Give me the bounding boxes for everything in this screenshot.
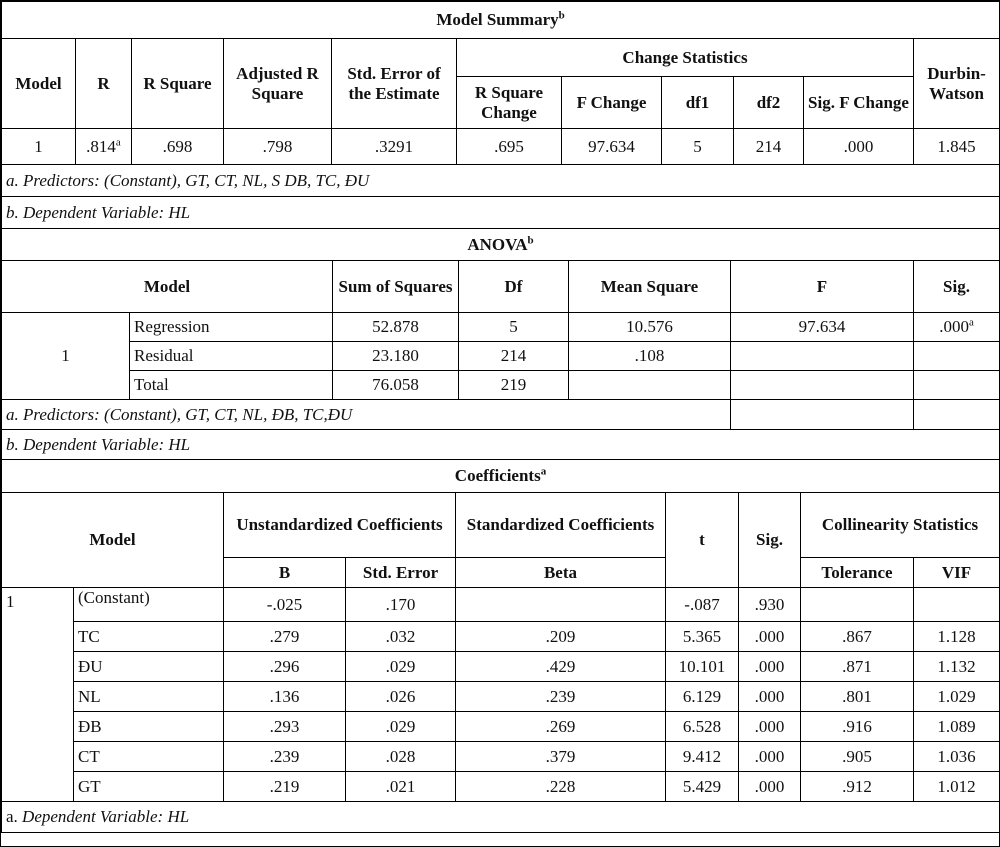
ms-cell-f-change: 97.634 xyxy=(562,129,662,165)
coef-cell-beta xyxy=(456,588,666,622)
table-row xyxy=(2,342,1000,371)
coef-cell-tolerance: .905 xyxy=(801,742,914,772)
coef-cell-se: .021 xyxy=(346,772,456,802)
model-summary-table xyxy=(1,1,1000,229)
coef-cell-tolerance: .867 xyxy=(801,622,914,652)
ms-header-f-change: F Change xyxy=(562,77,662,129)
coef-cell-b: -.025 xyxy=(224,588,346,622)
table-row xyxy=(2,742,1000,772)
coef-header-b: B xyxy=(224,558,346,588)
coef-cell-sig: .000 xyxy=(739,622,801,652)
coef-cell-b: .219 xyxy=(224,772,346,802)
anova-row-label: Regression xyxy=(130,313,333,342)
coef-header-unstandardized: Unstandardized Coefficients xyxy=(224,493,456,558)
anova-cell-f xyxy=(731,371,914,400)
coef-cell-vif: 1.089 xyxy=(914,712,1000,742)
coef-row-label: (Constant) xyxy=(74,588,224,622)
ms-cell-sig-f-change: .000 xyxy=(804,129,914,165)
coef-cell-se: .032 xyxy=(346,622,456,652)
coef-row-label: ĐB xyxy=(74,712,224,742)
ms-header-durbin-watson: Durbin-Watson xyxy=(914,39,1000,129)
coef-row-label: CT xyxy=(74,742,224,772)
coef-cell-sig: .000 xyxy=(739,772,801,802)
anova-note-dependent: b. Dependent Variable: HL xyxy=(2,430,1000,460)
model-summary-title: Model Summary$^b$ xyxy=(2,2,1000,39)
coef-cell-beta: .209 xyxy=(456,622,666,652)
ms-header-std-error: Std. Error of the Estimate xyxy=(332,39,457,129)
coef-cell-tolerance: .801 xyxy=(801,682,914,712)
ms-cell-df2: 214 xyxy=(734,129,804,165)
coef-cell-se: .028 xyxy=(346,742,456,772)
anova-cell-ms xyxy=(569,371,731,400)
table-row xyxy=(2,772,1000,802)
ms-cell-adj-r-square: .798 xyxy=(224,129,332,165)
coefficients-table xyxy=(1,459,1000,833)
anova-table xyxy=(1,228,1000,460)
coef-note-dependent: a. Dependent Variable: HL xyxy=(2,802,1000,833)
table-row xyxy=(2,313,1000,342)
ms-cell-r-square-change: .695 xyxy=(457,129,562,165)
ms-cell-model: 1 xyxy=(2,129,76,165)
coef-cell-se: .029 xyxy=(346,652,456,682)
table-row xyxy=(2,588,1000,622)
coef-cell-b: .296 xyxy=(224,652,346,682)
ms-cell-durbin-watson: 1.845 xyxy=(914,129,1000,165)
anova-header-f: F xyxy=(731,261,914,313)
ms-header-r: R xyxy=(76,39,132,129)
anova-header-mean-square: Mean Square xyxy=(569,261,731,313)
coef-cell-vif: 1.132 xyxy=(914,652,1000,682)
ms-header-r-square: R Square xyxy=(132,39,224,129)
coef-header-vif: VIF xyxy=(914,558,1000,588)
ms-header-r-square-change: R Square Change xyxy=(457,77,562,129)
coef-header-standardized: Standardized Coefficients xyxy=(456,493,666,558)
coef-row-label: ĐU xyxy=(74,652,224,682)
coef-model-number: 1 xyxy=(2,588,74,802)
ms-cell-r: .814$^a$ xyxy=(76,129,132,165)
coef-cell-se: .026 xyxy=(346,682,456,712)
anova-empty-sig xyxy=(914,400,1000,430)
coef-cell-vif: 1.036 xyxy=(914,742,1000,772)
coef-header-t: t xyxy=(666,493,739,588)
coef-cell-beta: .269 xyxy=(456,712,666,742)
coef-cell-t: 9.412 xyxy=(666,742,739,772)
coef-cell-se: .170 xyxy=(346,588,456,622)
anova-row-label: Total xyxy=(130,371,333,400)
anova-header-model: Model xyxy=(2,261,333,313)
coef-cell-sig: .930 xyxy=(739,588,801,622)
coef-cell-b: .279 xyxy=(224,622,346,652)
coef-cell-tolerance: .916 xyxy=(801,712,914,742)
coef-cell-b: .293 xyxy=(224,712,346,742)
anova-cell-f: 97.634 xyxy=(731,313,914,342)
ms-header-df2: df2 xyxy=(734,77,804,129)
coef-cell-tolerance: .912 xyxy=(801,772,914,802)
anova-row-label: Residual xyxy=(130,342,333,371)
table-row xyxy=(2,371,1000,400)
coef-cell-vif: 1.012 xyxy=(914,772,1000,802)
coef-cell-vif: 1.029 xyxy=(914,682,1000,712)
anova-header-sig: Sig. xyxy=(914,261,1000,313)
table-row xyxy=(2,682,1000,712)
coef-cell-t: 6.528 xyxy=(666,712,739,742)
anova-cell-df: 214 xyxy=(459,342,569,371)
coef-header-model: Model xyxy=(2,493,224,588)
anova-model-number: 1 xyxy=(2,313,130,400)
ms-cell-std-error: .3291 xyxy=(332,129,457,165)
anova-header-df: Df xyxy=(459,261,569,313)
coef-cell-t: -.087 xyxy=(666,588,739,622)
table-row xyxy=(2,652,1000,682)
anova-title: ANOVA$^b$ xyxy=(2,229,1000,261)
anova-cell-ss: 52.878 xyxy=(333,313,459,342)
anova-cell-df: 5 xyxy=(459,313,569,342)
anova-cell-ss: 23.180 xyxy=(333,342,459,371)
coefficients-title: Coefficients$^a$ xyxy=(2,460,1000,493)
ms-cell-r-square: .698 xyxy=(132,129,224,165)
ms-header-change-statistics: Change Statistics xyxy=(457,39,914,77)
anova-cell-ss: 76.058 xyxy=(333,371,459,400)
coef-cell-beta: .239 xyxy=(456,682,666,712)
ms-note-dependent: b. Dependent Variable: HL xyxy=(2,197,1000,229)
coef-cell-t: 5.365 xyxy=(666,622,739,652)
coef-cell-b: .239 xyxy=(224,742,346,772)
coef-row-label: NL xyxy=(74,682,224,712)
coef-cell-b: .136 xyxy=(224,682,346,712)
coef-header-collinearity: Collinearity Statistics xyxy=(801,493,1000,558)
coef-row-label: TC xyxy=(74,622,224,652)
coef-cell-tolerance xyxy=(801,588,914,622)
ms-note-predictors: a. Predictors: (Constant), GT, CT, NL, S DB, TC, ĐU xyxy=(2,165,1000,197)
coef-cell-vif: 1.128 xyxy=(914,622,1000,652)
ms-header-sig-f-change: Sig. F Change xyxy=(804,77,914,129)
anova-cell-df: 219 xyxy=(459,371,569,400)
ms-cell-df1: 5 xyxy=(662,129,734,165)
coef-cell-t: 10.101 xyxy=(666,652,739,682)
anova-cell-ms: .108 xyxy=(569,342,731,371)
anova-cell-sig: .000$^a$ xyxy=(914,313,1000,342)
anova-cell-sig xyxy=(914,371,1000,400)
coef-header-std-error: Std. Error xyxy=(346,558,456,588)
coef-cell-t: 6.129 xyxy=(666,682,739,712)
coef-cell-sig: .000 xyxy=(739,682,801,712)
table-row xyxy=(2,622,1000,652)
coef-cell-t: 5.429 xyxy=(666,772,739,802)
coef-cell-beta: .379 xyxy=(456,742,666,772)
coef-header-tolerance: Tolerance xyxy=(801,558,914,588)
coef-header-sig: Sig. xyxy=(739,493,801,588)
anova-cell-sig xyxy=(914,342,1000,371)
coef-cell-sig: .000 xyxy=(739,712,801,742)
coef-cell-beta: .429 xyxy=(456,652,666,682)
ms-header-df1: df1 xyxy=(662,77,734,129)
coef-cell-sig: .000 xyxy=(739,652,801,682)
coef-cell-se: .029 xyxy=(346,712,456,742)
ms-header-adj-r-square: Adjusted R Square xyxy=(224,39,332,129)
coef-header-beta: Beta xyxy=(456,558,666,588)
anova-note-predictors: a. Predictors: (Constant), GT, CT, NL, ĐB, TC,ĐU xyxy=(2,400,731,430)
coef-cell-tolerance: .871 xyxy=(801,652,914,682)
coef-cell-sig: .000 xyxy=(739,742,801,772)
table-row xyxy=(2,712,1000,742)
coef-cell-vif xyxy=(914,588,1000,622)
anova-header-sum-of-squares: Sum of Squares xyxy=(333,261,459,313)
coef-row-label: GT xyxy=(74,772,224,802)
coef-cell-beta: .228 xyxy=(456,772,666,802)
anova-cell-ms: 10.576 xyxy=(569,313,731,342)
ms-header-model: Model xyxy=(2,39,76,129)
table-row xyxy=(2,129,1000,165)
anova-empty-f xyxy=(731,400,914,430)
anova-cell-f xyxy=(731,342,914,371)
